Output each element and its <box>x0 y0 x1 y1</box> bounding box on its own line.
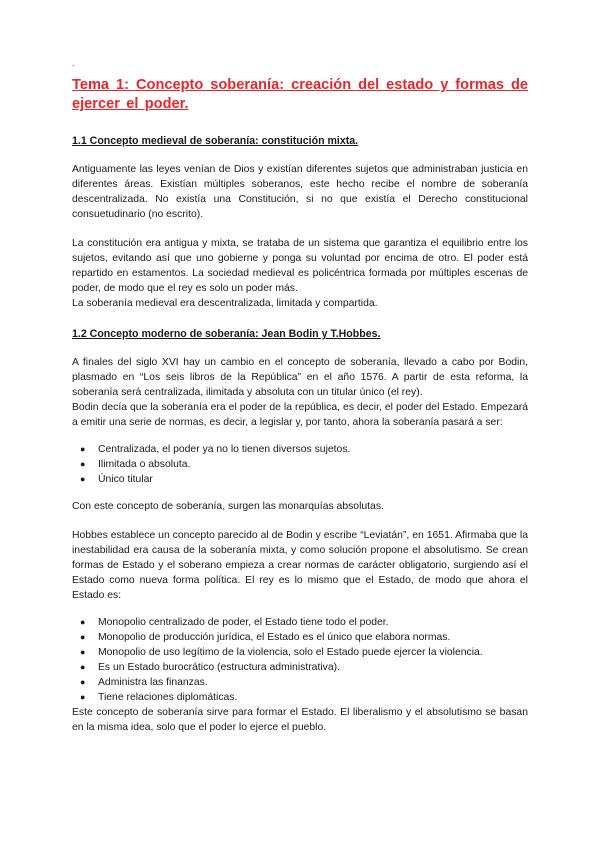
bullet-icon: ● <box>80 662 86 672</box>
bullet-icon: ● <box>80 474 86 484</box>
paragraph: Hobbes establece un concepto parecido al de Bodin y escribe “Leviatán”, en 1651. Afirmaba que la inestabilidad era causa de la soberanía mixta, y como solución propone el absolutismo. Se crean formas de Estado y el soberano empieza a crear normas de carácter obligatorio, surgiendo así el Estado como nueva forma política. El rey es lo mismo que el Estado, de modo que ahora el Estado es: <box>72 530 528 601</box>
section-heading-modern: 1.2 Concepto moderno de soberanía: Jean Bodin y T.Hobbes. <box>72 328 381 340</box>
paragraph: La constitución era antigua y mixta, se trataba de un sistema que garantiza el equilibrio entre los sujetos, evitando así que uno gobierne y ponga su voluntad por encima de otro. El poder está repartido en estamentos. La sociedad medieval es policéntrica formada por múltiples escenas de poder, de modo que el rey es solo un poder más. <box>72 238 528 294</box>
paragraph: Con este concepto de soberanía, surgen las monarquías absolutas. <box>72 501 384 512</box>
document-title: Tema 1: Concepto soberanía: creación del estado y formas de ejercer el poder. <box>72 77 528 112</box>
stray-mark: ` <box>72 64 75 74</box>
list-item: ● Único titular <box>80 474 153 485</box>
bullet-icon: ● <box>80 459 86 469</box>
list-item: ● Monopolio de producción jurídica, el Estado es el único que elabora normas. <box>80 632 451 643</box>
bullet-icon: ● <box>80 617 86 627</box>
bullet-icon: ● <box>80 692 86 702</box>
paragraph: Bodin decía que la soberanía era el poder de la república, es decir, el poder del Estado. Empezará a emitir una serie de normas, es decir, a legislar y, por tanto, ahora la soberanía pasará a ser: <box>72 402 528 428</box>
list-item: ● Monopolio centralizado de poder, el Estado tiene todo el poder. <box>80 617 389 628</box>
section-heading-medieval: 1.1 Concepto medieval de soberanía: constitución mixta. <box>72 135 359 147</box>
list-item: ● Administra las finanzas. <box>80 677 208 688</box>
paragraph: La soberanía medieval era descentralizada, limitada y compartida. <box>72 298 378 309</box>
paragraph: A finales del siglo XVI hay un cambio en el concepto de soberanía, llevado a cabo por Bodin, plasmado en “Los seis libros de la República” en el año 1576. A partir de esta reforma, la soberanía será centralizada, ilimitada y absoluta con un titular único (el rey). <box>72 357 528 398</box>
bullet-list <box>72 442 528 487</box>
list-item: ● Centralizada, el poder ya no lo tienen diversos sujetos. <box>80 444 351 455</box>
list-item: ● Monopolio de uso legítimo de la violencia, solo el Estado puede ejercer la violencia. <box>80 647 483 658</box>
list-item: ● Tiene relaciones diplomáticas. <box>80 692 238 703</box>
paragraph: Antiguamente las leyes venían de Dios y existían diferentes sujetos que administraban justicia en diferentes áreas. Existían múltiples soberanos, este hecho recibe el nombre de soberanía descentralizada. No existía una Constitución, si no que existía el Derecho constitucional consuetudinario (no escrito). <box>72 164 528 220</box>
bullet-icon: ● <box>80 647 86 657</box>
list-item: ● Es un Estado burocrático (estructura administrativa). <box>80 662 340 673</box>
paragraph: Este concepto de soberanía sirve para formar el Estado. El liberalismo y el absolutismo se basan en la misma idea, solo que el poder lo ejerce el pueblo. <box>72 707 528 733</box>
bullet-icon: ● <box>80 444 86 454</box>
bullet-icon: ● <box>80 632 86 642</box>
bullet-list <box>72 615 528 705</box>
bullet-icon: ● <box>80 677 86 687</box>
list-item: ● Ilimitada o absoluta. <box>80 459 191 470</box>
